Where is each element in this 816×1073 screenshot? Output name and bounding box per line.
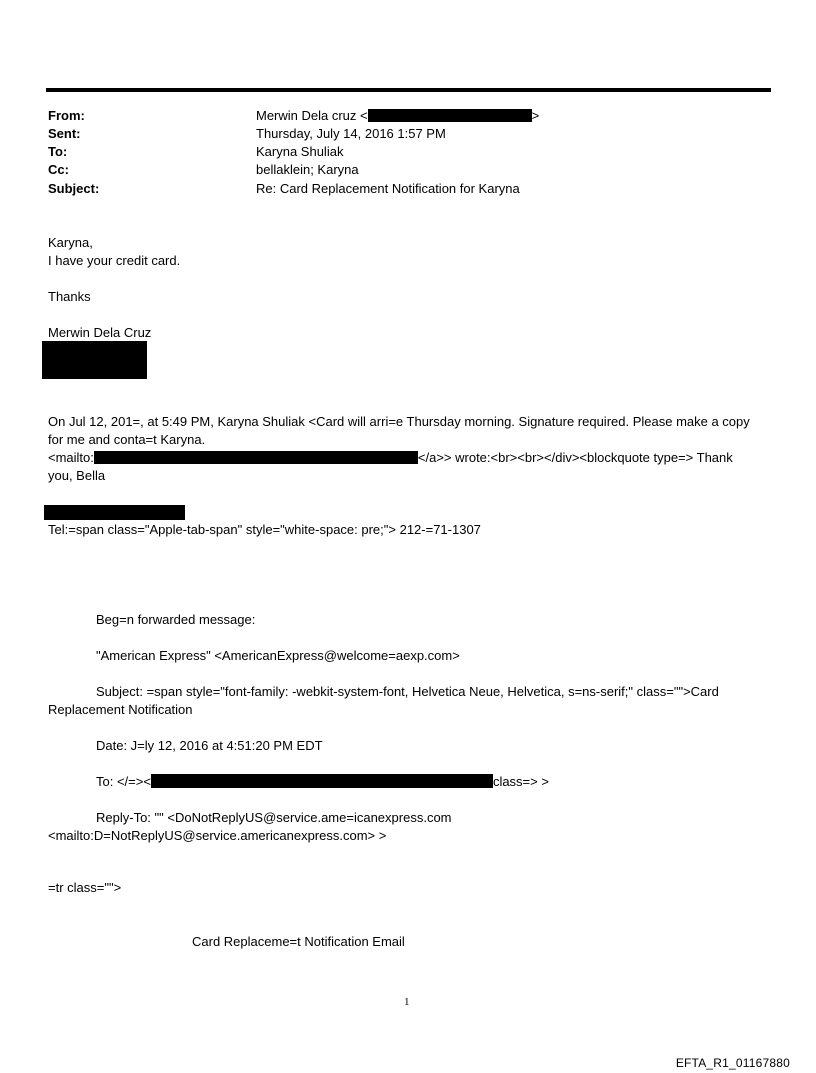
body-line: I have your credit card.: [48, 253, 181, 268]
card-email-heading: Card Replaceme=t Notification Email: [192, 934, 405, 949]
cc-value: bellaklein; Karyna: [256, 162, 359, 177]
sent-value: Thursday, July 14, 2016 1:57 PM: [256, 126, 446, 141]
sent-label: Sent:: [48, 126, 81, 141]
from-value: [256, 107, 539, 125]
forwarded-subject: Subject: =span style="font-family: -webkit-system-font, Helvetica Neue, Helvetica, s=ns-serif;" class="">Card: [96, 684, 719, 699]
page-number: 1: [404, 996, 410, 1008]
quote-intro: On Jul 12, 201=, at 5:49 PM, Karyna Shuliak <Card will arri=e Thursday morning. Signature required. Please make a copy for me and conta=t Karyna.: [48, 414, 750, 447]
mailto-prefix: <mailto:: [48, 450, 94, 465]
forwarded-reply-to: Reply-To: "" <DoNotReplyUS@service.ame=icanexpress.com: [96, 810, 452, 825]
forwarded-date: Date: J=ly 12, 2016 at 4:51:20 PM EDT: [96, 738, 323, 753]
redaction-block: [368, 109, 532, 122]
you-bella-line: you, Bella: [48, 468, 106, 483]
bates-number: EFTA_R1_01167880: [675, 1056, 790, 1070]
tel-line: Tel:=span class="Apple-tab-span" style="white-space: pre;"> 212-=71-1307: [48, 522, 481, 537]
subject-label: Subject:: [48, 181, 100, 196]
to-suffix: class=> >: [492, 774, 549, 789]
redaction-block: [94, 451, 418, 464]
redaction-block: [151, 774, 493, 788]
tr-class-line: =tr class="">: [48, 880, 122, 895]
from-name: Merwin Dela cruz <: [256, 108, 368, 123]
forwarded-heading: Beg=n forwarded message:: [96, 612, 256, 627]
redaction-block: [44, 505, 185, 520]
thanks-line: Thanks: [48, 289, 91, 304]
signature-name: Merwin Dela Cruz: [48, 325, 152, 340]
cc-label: Cc:: [48, 162, 69, 177]
greeting: Karyna,: [48, 235, 93, 250]
subject-value: Re: Card Replacement Notification for Karyna: [256, 181, 520, 196]
from-tail: >: [531, 108, 540, 123]
forwarded-to: [96, 773, 549, 791]
redaction-block: [42, 341, 147, 379]
forwarded-reply-to-cont: <mailto:D=NotReplyUS@service.americanexpress.com> >: [48, 828, 387, 843]
mailto-suffix: </a>> wrote:<br><br></div><blockquote type=> Thank: [417, 450, 733, 465]
mailto-line: [48, 449, 733, 467]
to-label: To:: [48, 144, 68, 159]
from-label: From:: [48, 108, 85, 123]
header-rule: [46, 88, 771, 92]
to-prefix: To: </=><: [96, 774, 151, 789]
to-value: Karyna Shuliak: [256, 144, 344, 159]
forwarded-from: "American Express" <AmericanExpress@welcome=aexp.com>: [96, 648, 460, 663]
forwarded-subject-cont: Replacement Notification: [48, 702, 193, 717]
